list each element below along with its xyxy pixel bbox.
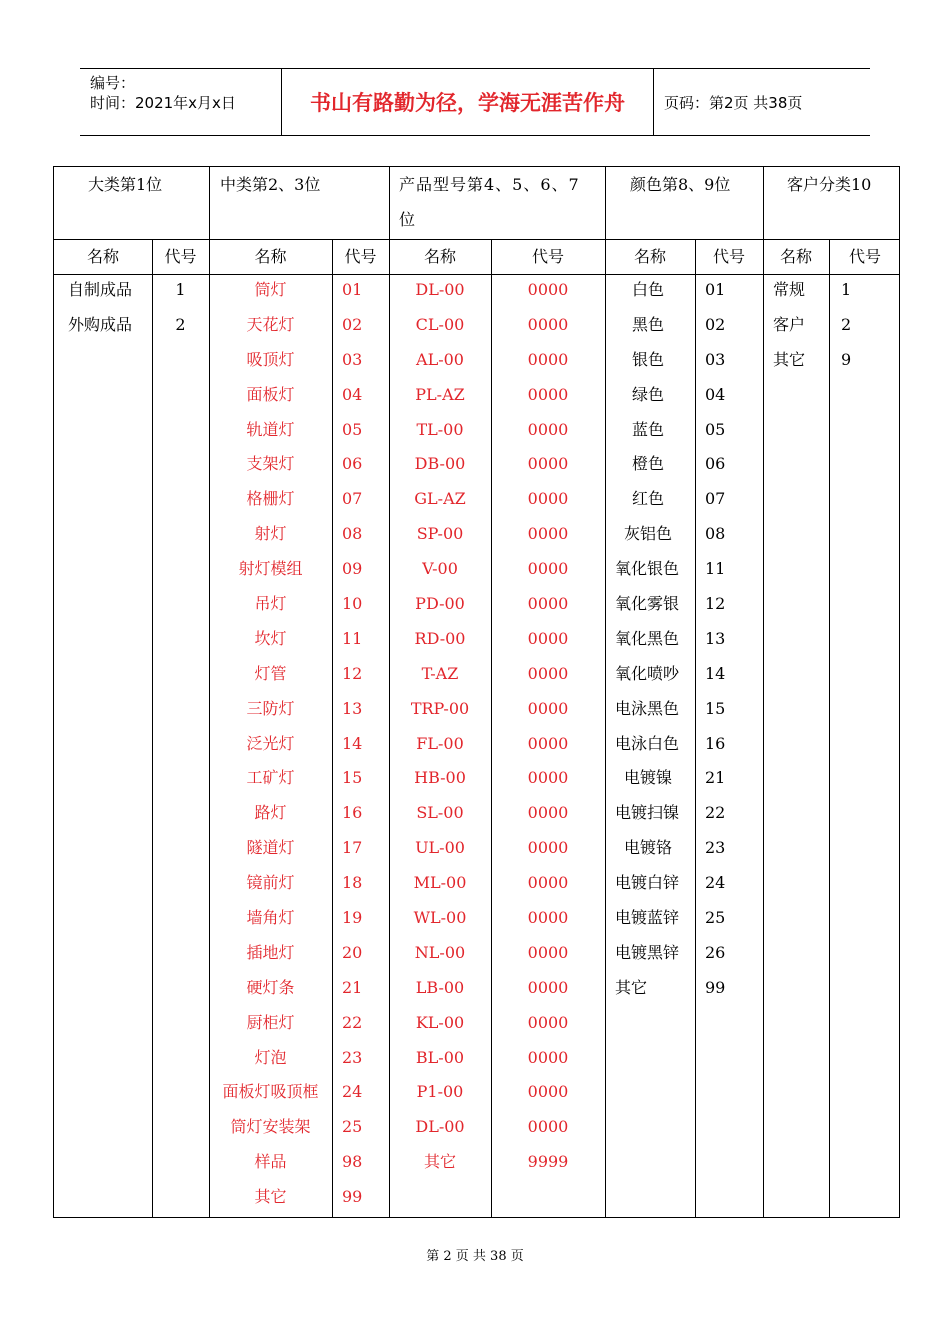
color-name: 白色 [631,280,664,299]
color-code: 07 [705,489,726,509]
model-code: 0000 [527,314,569,334]
model-code: 0000 [527,1047,569,1067]
customer-code: 1 [841,280,852,299]
model-code: 0000 [527,838,569,858]
customer-name: 常规 [773,280,806,299]
middle-name: 支架灯 [246,454,295,474]
color-name: 电镀扫镍 [615,803,680,823]
model-code: 0000 [527,698,569,718]
middle-name: 格栅灯 [246,489,295,509]
page-footer: 第 2 页 共 38 页 [426,1249,524,1264]
column-divider [152,239,153,1217]
middle-name: 吊灯 [254,594,287,614]
model-code: 0000 [527,873,569,893]
middle-code: 08 [342,524,363,544]
middle-name: 射灯模组 [238,559,303,579]
middle-code: 20 [342,942,363,962]
sub-header-name: 名称 [86,247,119,266]
color-code: 25 [705,908,726,928]
color-name: 电镀黑锌 [615,942,680,962]
middle-code: 04 [342,384,363,404]
color-code: 08 [705,524,726,544]
middle-name: 镜前灯 [246,873,295,893]
model-name: FL-00 [416,733,464,753]
middle-code: 22 [342,1012,363,1032]
color-name: 电泳黑色 [615,698,680,718]
time-label: 时间：2021年x月x日 [90,94,236,112]
header-meta [80,69,282,135]
group-divider [763,167,764,1217]
middle-code: 25 [342,1117,363,1137]
color-name: 灰铝色 [623,524,672,544]
model-name: CL-00 [415,314,465,334]
color-name-column [605,273,695,1006]
color-code: 14 [705,663,726,683]
customer-name: 其它 [773,349,806,369]
middle-name: 面板灯吸顶框 [222,1082,319,1102]
model-name: SP-00 [416,524,464,544]
color-code: 15 [705,698,726,718]
group-header-customer: 客户分类10 [787,175,872,194]
customer-name: 客户 [773,314,806,334]
model-code: 0000 [527,628,569,648]
major-name-column [68,273,152,343]
color-name: 其它 [615,977,648,997]
model-code: 0000 [527,1117,569,1137]
middle-code: 18 [342,873,363,893]
middle-code: 23 [342,1047,363,1067]
middle-code: 10 [342,594,363,614]
model-name: 其它 [423,1152,456,1172]
model-code: 0000 [527,908,569,928]
middle-code: 01 [342,280,363,299]
major-name: 外购成品 [68,314,133,334]
major-code: 1 [175,280,186,299]
middle-name: 筒灯安装架 [230,1117,311,1137]
model-code: 0000 [527,768,569,788]
middle-name: 工矿灯 [246,768,295,788]
model-name: DB-00 [414,454,466,474]
model-code: 0000 [527,1082,569,1102]
model-code: 0000 [527,733,569,753]
group-header-model: 产品型号第4、5、6、7 [399,175,580,194]
color-name: 氧化雾银 [615,594,680,614]
model-code: 0000 [527,663,569,683]
model-name: ML-00 [413,873,467,893]
group-header-major: 大类第1位 [88,175,163,194]
middle-code: 11 [342,628,363,648]
model-name: KL-00 [415,1012,465,1032]
model-code: 9999 [527,1152,569,1172]
model-code: 0000 [527,454,569,474]
group-header-color: 颜色第8、9位 [630,175,731,194]
model-code: 0000 [527,1012,569,1032]
color-name: 电镀蓝锌 [615,908,680,928]
major-code-column [152,273,209,343]
color-name: 银色 [631,349,664,369]
model-name: PD-00 [415,594,465,614]
major-name: 自制成品 [68,280,133,299]
model-code-column [491,273,605,1180]
color-code-column [705,273,763,1006]
color-code: 22 [705,803,726,823]
model-code: 0000 [527,559,569,579]
color-name: 电泳白色 [615,733,680,753]
color-code: 05 [705,419,726,439]
middle-name: 插地灯 [246,942,295,962]
middle-code: 07 [342,489,363,509]
middle-code: 05 [342,419,363,439]
model-name: NL-00 [414,942,466,962]
model-code: 0000 [527,384,569,404]
color-name: 氧化银色 [615,559,680,579]
middle-code: 03 [342,349,363,369]
middle-name: 其它 [254,1187,287,1207]
model-code: 0000 [527,977,569,997]
middle-name: 面板灯 [246,384,295,404]
color-code: 13 [705,628,726,648]
color-code: 12 [705,594,726,614]
middle-code: 21 [342,977,363,997]
header-slogan: 书山有路勤为径，学海无涯苦作舟 [282,69,654,135]
model-name: GL-AZ [414,489,466,509]
middle-name: 墙角灯 [246,908,295,928]
customer-code: 9 [841,349,852,369]
sub-header-code: 代号 [164,247,197,266]
model-code: 0000 [527,524,569,544]
color-name: 氧化喷吵 [615,663,680,683]
model-name: BL-00 [415,1047,465,1067]
model-name: TL-00 [416,419,464,439]
middle-name: 路灯 [254,803,287,823]
column-divider [695,239,696,1217]
middle-name: 吸顶灯 [246,349,295,369]
model-name: WL-00 [413,908,467,928]
middle-code: 16 [342,803,363,823]
middle-name: 灯泡 [254,1047,287,1067]
color-name: 橙色 [631,454,664,474]
header-page-info: 页码：第2页 共38页 [664,93,803,112]
middle-name: 灯管 [254,663,287,683]
color-code: 02 [705,314,726,334]
middle-name: 硬灯条 [246,977,295,997]
color-name: 蓝色 [631,419,664,439]
color-code: 16 [705,733,726,753]
middle-name: 样品 [254,1152,287,1172]
middle-code: 17 [342,838,363,858]
middle-code: 14 [342,733,363,753]
model-code: 0000 [527,803,569,823]
color-code: 01 [705,280,726,299]
model-name: TRP-00 [410,698,470,718]
model-code: 0000 [527,489,569,509]
color-name: 绿色 [631,384,664,404]
model-name: DL-00 [415,1117,465,1137]
code-table [53,166,900,1218]
color-code: 11 [705,559,726,579]
middle-code-column [342,273,389,1215]
middle-code: 15 [342,768,363,788]
model-name: HB-00 [414,768,466,788]
customer-name-column [773,273,829,378]
model-code: 0000 [527,280,569,299]
color-code: 04 [705,384,726,404]
model-name: SL-00 [416,803,464,823]
model-code: 0000 [527,419,569,439]
model-name: T-AZ [421,663,459,683]
model-name: PL-AZ [415,384,465,404]
middle-code: 99 [342,1187,363,1207]
middle-code: 09 [342,559,363,579]
color-name: 电镀镍 [623,768,672,788]
middle-code: 06 [342,454,363,474]
middle-name: 厨柜灯 [246,1012,295,1032]
model-code: 0000 [527,942,569,962]
model-code: 0000 [527,594,569,614]
model-name: AL-00 [416,349,464,369]
model-name: P1-00 [416,1082,464,1102]
middle-code: 98 [342,1152,363,1172]
column-divider [332,239,333,1217]
color-name: 电镀白锌 [615,873,680,893]
sub-header-code: 代号 [344,247,377,266]
sub-header-name: 名称 [779,247,812,266]
color-code: 21 [705,768,726,788]
color-code: 26 [705,942,726,962]
model-name: RD-00 [414,628,466,648]
customer-code-column [841,273,901,378]
color-code: 23 [705,838,726,858]
sub-header-code: 代号 [848,247,881,266]
number-label: 编号： [90,74,136,92]
middle-name: 隧道灯 [246,838,295,858]
model-name: UL-00 [415,838,465,858]
middle-name: 轨道灯 [246,419,295,439]
model-name: DL-00 [415,280,465,299]
document-header [80,68,870,136]
group-header-model-cont: 位 [399,210,416,229]
middle-name: 坎灯 [254,628,287,648]
color-name: 电镀铬 [623,838,672,858]
color-name: 黑色 [631,314,664,334]
middle-code: 12 [342,663,363,683]
middle-name: 泛光灯 [246,733,295,753]
middle-name: 筒灯 [254,280,287,299]
major-code: 2 [175,314,186,334]
customer-code: 2 [841,314,852,334]
model-name: LB-00 [415,977,465,997]
color-name: 氧化黑色 [615,628,680,648]
group-header-middle: 中类第2、3位 [220,175,321,194]
sub-header-name: 名称 [254,247,287,266]
color-code: 99 [705,977,726,997]
middle-name-column [209,273,332,1215]
color-code: 03 [705,349,726,369]
sub-header-name: 名称 [423,247,456,266]
sub-header-code: 代号 [712,247,745,266]
sub-header-code: 代号 [531,247,564,266]
middle-name: 天花灯 [246,314,295,334]
middle-name: 三防灯 [246,698,295,718]
color-code: 06 [705,454,726,474]
middle-code: 19 [342,908,363,928]
middle-code: 13 [342,698,363,718]
middle-code: 02 [342,314,363,334]
model-name: V-00 [422,559,458,579]
color-code: 24 [705,873,726,893]
model-name-column [389,273,491,1180]
model-code: 0000 [527,349,569,369]
middle-name: 射灯 [254,524,287,544]
middle-code: 24 [342,1082,363,1102]
column-divider [829,239,830,1217]
color-name: 红色 [631,489,664,509]
sub-header-name: 名称 [633,247,666,266]
